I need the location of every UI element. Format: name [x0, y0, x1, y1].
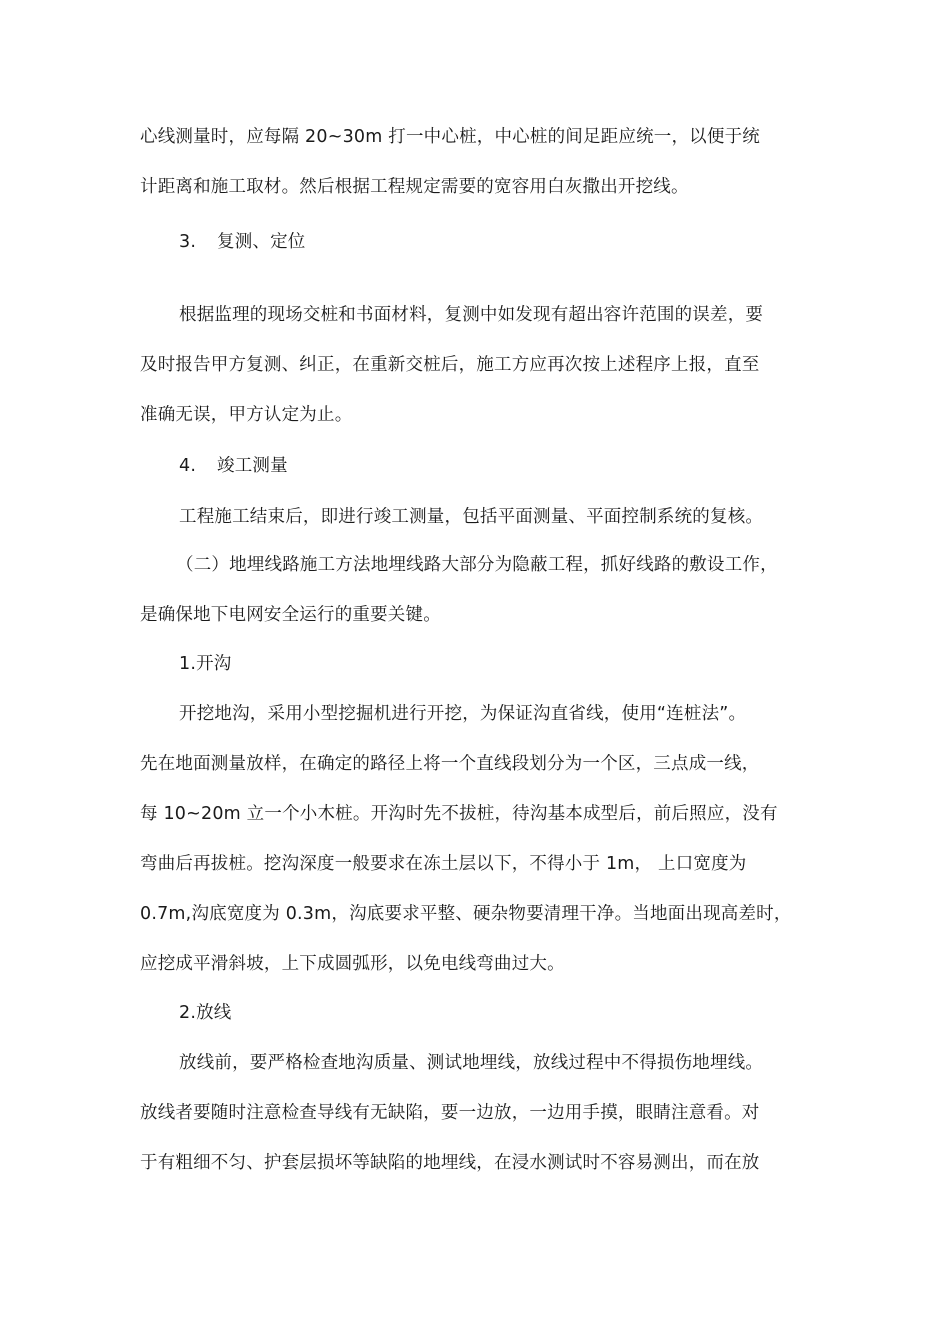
text-line: 先在地面测量放样，在确定的路径上将一个直线段划分为一个区，三点成一线，	[140, 754, 760, 774]
text-line: 工程施工结束后，即进行竣工测量，包括平面测量、平面控制系统的复核。	[179, 507, 764, 527]
text-line: （二）地埋线路施工方法地埋线路大部分为隐蔽工程，抓好线路的敷设工作，	[176, 555, 778, 575]
text-line: 放线前，要严格检查地沟质量、测试地埋线，放线过程中不得损伤地埋线。	[179, 1053, 764, 1073]
text-line: 弯曲后再拔桩。挖沟深度一般要求在冻土层以下，不得小于 1m， 上口宽度为	[140, 854, 747, 874]
section-number: 3.	[179, 232, 197, 252]
text-line: 应挖成平滑斜坡，上下成圆弧形，以免电线弯曲过大。	[140, 954, 565, 974]
section-number: 4.	[179, 456, 197, 476]
text-line: 准确无误，甲方认定为止。	[140, 405, 353, 425]
section-heading-cable: 2.放线	[179, 1003, 232, 1023]
text-line: 于有粗细不匀、护套层损坏等缺陷的地埋线，在浸水测试时不容易测出，而在放	[140, 1153, 760, 1173]
text-line: 开挖地沟，采用小型挖掘机进行开挖，为保证沟直省线，使用“连桩法”。	[179, 704, 747, 724]
text-line: 放线者要随时注意检查导线有无缺陷，要一边放，一边用手摸，眼睛注意看。对	[140, 1103, 760, 1123]
text-line: 每 10~20m 立一个小木桩。开沟时先不拔桩，待沟基本成型后，前后照应，没有	[140, 804, 778, 824]
section-heading-4	[179, 454, 288, 478]
text-line: 心线测量时，应每隔 20~30m 打一中心桩，中心桩的间足距应统一，以便于统	[140, 127, 760, 147]
text-line: 是确保地下电网安全运行的重要关键。	[140, 605, 441, 625]
text-line: 及时报告甲方复测、纠正，在重新交桩后，施工方应再次按上述程序上报，直至	[140, 355, 760, 375]
text-line: 0.7m,沟底宽度为 0.3m，沟底要求平整、硬杂物要清理干净。当地面出现高差时，	[140, 904, 792, 924]
section-heading-3	[179, 230, 306, 254]
section-title: 竣工测量	[217, 456, 288, 476]
section-heading-ditch: 1.开沟	[179, 654, 232, 674]
text-line: 计距离和施工取材。然后根据工程规定需要的宽容用白灰撒出开挖线。	[140, 177, 689, 197]
section-title: 复测、定位	[217, 232, 306, 252]
text-line: 根据监理的现场交桩和书面材料，复测中如发现有超出容许范围的误差，要	[179, 305, 764, 325]
